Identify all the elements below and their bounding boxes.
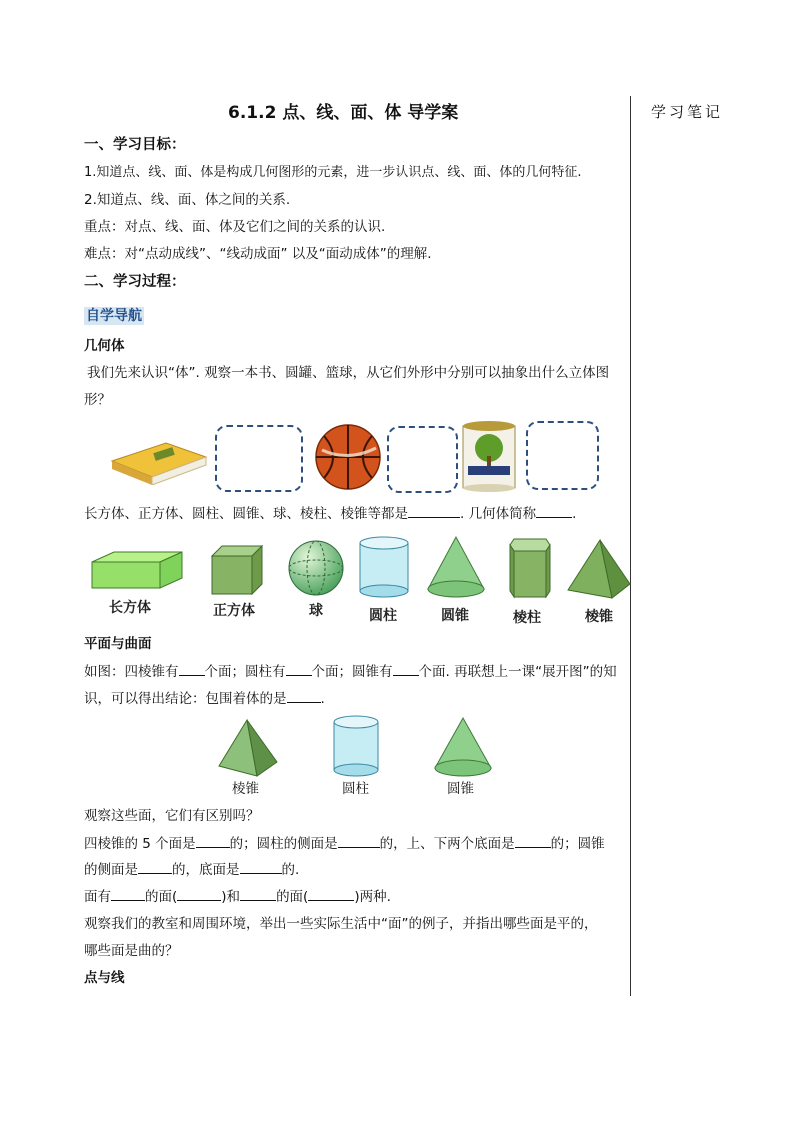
key-point: 重点：对点、线、面、体及它们之间的关系的认识. <box>84 219 386 235</box>
blank-surface-name-2[interactable] <box>308 886 354 901</box>
label-cuboid: 长方体 <box>109 600 151 616</box>
solid-question-a: 长方体、正方体、圆柱、圆锥、球、棱柱、棱锥等都是 <box>84 506 408 522</box>
surface-line-5a: 面有 <box>84 889 111 905</box>
surface-line-3a: 四棱锥的 5 个面是 <box>84 836 196 852</box>
surface-line-1a: 如图：四棱锥有 <box>84 664 179 680</box>
surface-line-5d: 的面( <box>276 889 309 905</box>
cone-shape <box>426 535 486 599</box>
section1-heading: 一、学习目标： <box>84 137 186 153</box>
solid-question <box>84 503 576 524</box>
surface-line-3c: 的，上、下两个底面是 <box>379 836 515 852</box>
surface-line-2b: . <box>320 691 325 707</box>
surface-line-4a: 的侧面是 <box>84 862 138 878</box>
surface-line-5e: )两种. <box>354 889 391 905</box>
prism-shape <box>508 537 552 599</box>
cuboid-shape <box>90 550 184 590</box>
pyramid-shape <box>566 538 632 600</box>
cone-figure <box>433 716 493 778</box>
surface-line-1c: 个面；圆锥有 <box>311 664 393 680</box>
blank-conclusion[interactable] <box>287 688 321 703</box>
solid-question-c: . <box>572 506 577 522</box>
blank-solid[interactable] <box>408 503 460 518</box>
objective-line-2: 2.知道点、线、面、体之间的关系. <box>84 192 291 208</box>
surface-line-5 <box>84 886 391 907</box>
title: 6.1.2 点、线、面、体 导学案 <box>228 103 459 123</box>
sphere-shape <box>287 539 345 597</box>
surface-line-1d: 个面. 再联想上一课“展开图”的知 <box>418 664 617 680</box>
dashed-box-1 <box>215 425 303 492</box>
dashed-box-2 <box>387 426 458 493</box>
blank-cylinder-side[interactable] <box>338 833 380 848</box>
surface-line-2 <box>84 688 325 709</box>
figure-label-cone: 圆锥 <box>447 781 474 797</box>
surface-line-1 <box>84 661 617 682</box>
surface-line-3d: 的；圆锥 <box>550 836 605 852</box>
cylinder-figure <box>331 715 381 777</box>
label-prism: 棱柱 <box>513 610 541 626</box>
label-sphere: 球 <box>309 603 323 619</box>
label-cube: 正方体 <box>213 603 255 619</box>
blank-surface-type-1[interactable] <box>111 886 145 901</box>
nav-tag-label: 自学导航 <box>86 308 142 324</box>
figure-label-pyramid: 棱锥 <box>232 781 259 797</box>
surface-line-7: 哪些面是曲的？ <box>84 943 179 959</box>
label-pyramid: 棱锥 <box>585 609 613 625</box>
surface-line-4 <box>84 859 299 880</box>
blank-pyramid-surface[interactable] <box>196 833 230 848</box>
blank-abbrev[interactable] <box>536 503 572 518</box>
book-image <box>108 435 208 485</box>
label-cylinder: 圆柱 <box>369 608 397 624</box>
pyramid-figure <box>217 718 279 778</box>
blank-cylinder-faces[interactable] <box>286 661 312 676</box>
geometry-heading: 几何体 <box>84 338 125 354</box>
surface-line-4b: 的，底面是 <box>172 862 240 878</box>
cube-shape <box>210 544 264 596</box>
blank-cone-faces[interactable] <box>393 661 419 676</box>
geometry-intro-1: 我们先来认识“体”. 观察一本书、圆罐、篮球，从它们外形中分别可以抽象出什么立体图 <box>87 365 610 381</box>
geometry-intro-2: 形？ <box>84 392 111 408</box>
surface-line-1b: 个面；圆柱有 <box>204 664 286 680</box>
surface-line-5b: 的面( <box>145 889 178 905</box>
surface-line-4c: 的. <box>281 862 300 878</box>
blank-cone-side[interactable] <box>138 859 172 874</box>
blank-pyramid-faces[interactable] <box>179 661 205 676</box>
can-image <box>460 418 518 492</box>
surface-line-3 <box>84 833 605 854</box>
blank-cylinder-base[interactable] <box>515 833 551 848</box>
surface-line-3b: 的；圆柱的侧面是 <box>229 836 338 852</box>
objective-line-1: 1.知道点、线、面、体是构成几何图形的元素，进一步认识点、线、面、体的几何特征. <box>84 165 582 180</box>
dashed-box-3 <box>526 421 599 490</box>
nav-tag <box>84 305 144 325</box>
solid-question-b: . 几何体简称 <box>460 506 537 522</box>
difficult-point: 难点：对“点动成线”、“线动成面” 以及“面动成体”的理解. <box>84 246 432 262</box>
points-lines-heading: 点与线 <box>84 970 125 986</box>
blank-surface-type-2[interactable] <box>240 886 276 901</box>
basketball-image <box>312 422 384 492</box>
section2-heading: 二、学习过程： <box>84 274 186 290</box>
surface-line-5c: )和 <box>221 889 241 905</box>
figure-label-cylinder: 圆柱 <box>342 781 369 797</box>
label-cone: 圆锥 <box>441 608 469 624</box>
blank-surface-name-1[interactable] <box>177 886 221 901</box>
surface-line-6: 观察我们的教室和周围环境，举出一些实际生活中“面”的例子，并指出哪些面是平的， <box>84 916 598 932</box>
surface-line-2a: 识，可以得出结论：包围着体的是 <box>84 691 287 707</box>
notes-header: 学习笔记 <box>651 103 724 121</box>
surface-heading: 平面与曲面 <box>84 636 152 652</box>
cylinder-shape <box>357 535 411 599</box>
surface-question: 观察这些面，它们有区别吗？ <box>84 808 260 824</box>
blank-cone-base[interactable] <box>240 859 282 874</box>
